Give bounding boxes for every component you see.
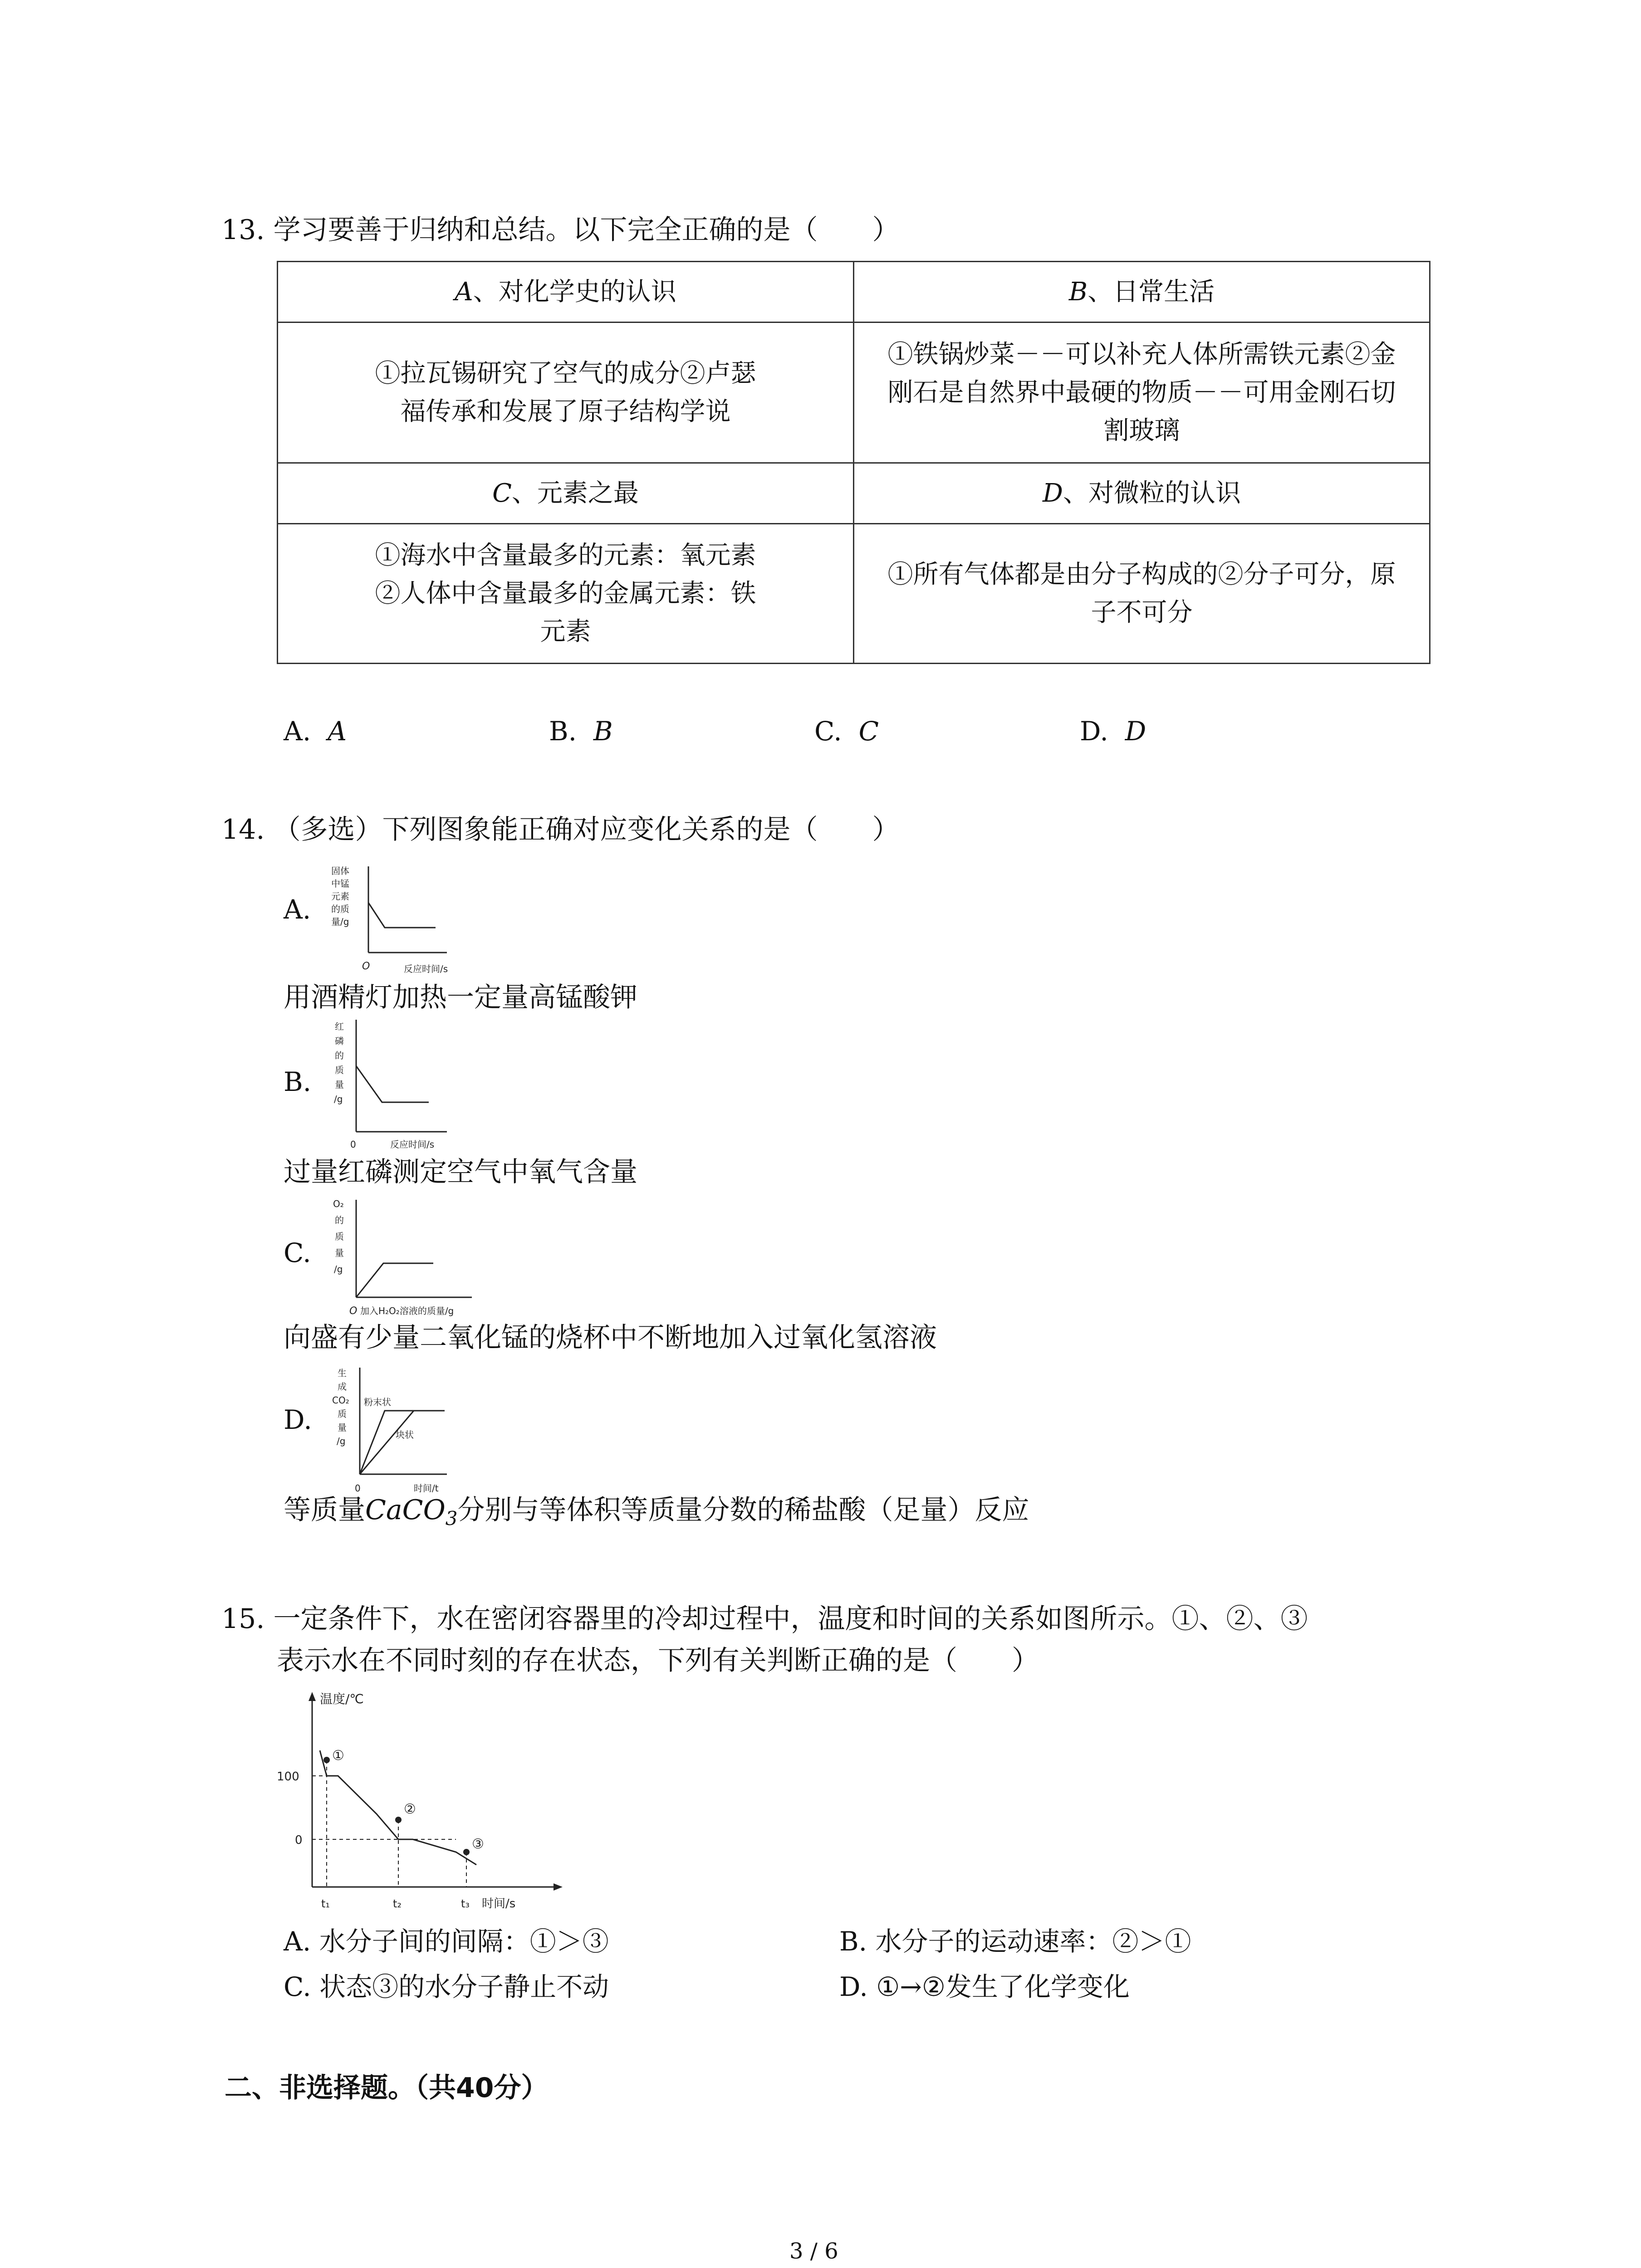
q14-a-caption: 用酒精灯加热一定量高锰酸钾	[284, 982, 637, 1013]
q14-c-label: C.	[284, 1237, 311, 1268]
svg-text:量: 量	[335, 1079, 344, 1090]
svg-text:元素: 元素	[331, 891, 349, 902]
svg-text:O: O	[362, 961, 370, 972]
svg-text:0: 0	[355, 1483, 361, 1494]
svg-text:反应时间/s: 反应时间/s	[404, 963, 448, 974]
q15-point-2	[395, 1817, 402, 1823]
svg-text:反应时间/s: 反应时间/s	[390, 1139, 435, 1150]
page-number: 3 / 6	[789, 2239, 838, 2264]
q13-cell-b-body: ①铁锅炒菜－－可以补充人体所需铁元素②金 刚石是自然界中最硬的物质－－可用金刚石切 割玻璃	[854, 323, 1430, 463]
svg-text:固体: 固体	[331, 865, 349, 876]
q14-a-label: A.	[284, 894, 311, 925]
q15-option-b: B. 水分子的运动速率：②＞①	[839, 1926, 1191, 1957]
q15-point-1	[323, 1757, 330, 1763]
svg-text:时间/t: 时间/t	[414, 1483, 439, 1494]
svg-text:粉末状: 粉末状	[364, 1397, 391, 1408]
svg-text:0: 0	[350, 1139, 356, 1150]
q14-c-graph	[327, 1195, 508, 1325]
q13-cell-b-head: B、日常生活	[854, 262, 1430, 323]
q15-chart	[263, 1687, 581, 1923]
q13-cell-d-head: D、对微粒的认识	[854, 463, 1430, 524]
svg-text:中锰: 中锰	[331, 878, 349, 889]
q15-option-d: D. ①→②发生了化学变化	[839, 1971, 1130, 2002]
q14-a-graph	[327, 864, 476, 984]
svg-text:量: 量	[338, 1422, 347, 1433]
q14-stem: 14. （多选）下列图象能正确对应变化关系的是（ ）	[221, 814, 900, 846]
q13-table	[277, 261, 1430, 664]
q15-point-label-2: ②	[404, 1801, 416, 1817]
q13-option-d: D. D	[1080, 716, 1146, 747]
q15-point-3	[463, 1849, 470, 1855]
q13-cell-a-head: A、对化学史的认识	[278, 262, 854, 323]
svg-text:磷: 磷	[335, 1036, 344, 1046]
svg-text:成: 成	[338, 1381, 347, 1392]
svg-text:的: 的	[335, 1050, 344, 1061]
q14-b-graph	[327, 1016, 476, 1154]
q15-ylabel: 温度/℃	[320, 1691, 364, 1706]
q13-option-a: A. A	[284, 716, 347, 747]
svg-text:O: O	[349, 1305, 358, 1317]
q14-d-label: D.	[284, 1404, 312, 1435]
q14-b-caption: 过量红磷测定空气中氧气含量	[284, 1156, 637, 1188]
svg-text:块状: 块状	[396, 1429, 414, 1440]
q14-c-caption: 向盛有少量二氧化锰的烧杯中不断地加入过氧化氢溶液	[284, 1322, 937, 1354]
svg-text:质: 质	[335, 1065, 344, 1075]
q13-cell-c-body: ①海水中含量最多的元素：氧元素 ②人体中含量最多的金属元素：铁 元素	[278, 524, 854, 664]
q14-b-label: B.	[284, 1066, 312, 1097]
q15-line2: 表示水在不同时刻的存在状态，下列有关判断正确的是（ ）	[277, 1645, 1039, 1677]
svg-text:的质: 的质	[331, 904, 349, 914]
svg-text:CO₂: CO₂	[332, 1395, 349, 1406]
q14-d-caption: 等质量CaCO$_3$分别与等体积等质量分数的稀盐酸（足量）反应	[284, 1494, 1029, 1530]
q15-xtick-t1: t₁	[321, 1897, 330, 1910]
q13-cell-d-body: ①所有气体都是由分子构成的②分子可分，原 子不可分	[854, 524, 1430, 664]
q15-option-c: C. 状态③的水分子静止不动	[284, 1971, 609, 2002]
svg-text:质: 质	[335, 1231, 344, 1242]
svg-text:量: 量	[335, 1247, 344, 1258]
q15-ytick-100: 100	[277, 1770, 299, 1784]
q13-stem: 13. 学习要善于归纳和总结。以下完全正确的是（ ）	[221, 214, 900, 246]
q13-option-b: B. B	[549, 716, 613, 747]
svg-text:O₂: O₂	[333, 1198, 344, 1209]
svg-text:/g: /g	[334, 1264, 343, 1275]
svg-text:质: 质	[338, 1408, 347, 1419]
svg-text:红: 红	[335, 1021, 344, 1032]
q13-cell-c-head: C、元素之最	[278, 463, 854, 524]
q13-option-c: C. C	[814, 716, 879, 747]
q15-option-a: A. 水分子间的间隔：①＞③	[284, 1926, 609, 1957]
section-2-heading: 二、非选择题。（共40分）	[225, 2072, 549, 2104]
q13-cell-a-body: ①拉瓦锡研究了空气的成分②卢瑟 福传承和发展了原子结构学说	[278, 323, 854, 463]
q15-line1: 15. 一定条件下，水在密闭容器里的冷却过程中，温度和时间的关系如图所示。①、②、③	[221, 1603, 1308, 1635]
q15-point-label-3: ③	[472, 1836, 484, 1852]
q14-d-graph	[327, 1365, 476, 1501]
svg-text:/g: /g	[337, 1436, 346, 1447]
svg-text:加入H₂O₂溶液的质量/g: 加入H₂O₂溶液的质量/g	[360, 1305, 454, 1316]
q15-xtick-t3: t₃	[461, 1897, 470, 1910]
svg-text:生: 生	[338, 1368, 347, 1378]
q15-xlabel: 时间/s	[482, 1897, 516, 1911]
svg-text:量/g: 量/g	[331, 916, 349, 927]
q15-xtick-t2: t₂	[393, 1897, 402, 1910]
svg-text:/g: /g	[334, 1094, 343, 1105]
q15-point-label-1: ①	[332, 1748, 344, 1764]
q15-ytick-0: 0	[295, 1833, 303, 1847]
svg-text:的: 的	[335, 1215, 344, 1226]
